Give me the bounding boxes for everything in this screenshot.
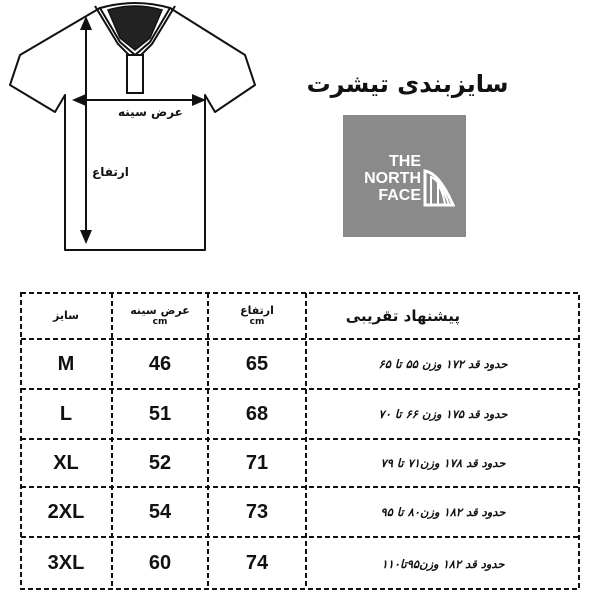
suggestion-cell: حدود قد ۱۸۲ وزن۸۰ تا ۹۵ <box>380 505 506 519</box>
page-title: سایزبندی تیشرت <box>306 70 509 98</box>
size-cell: L <box>59 402 73 425</box>
header-chest: عرض سینه cm <box>130 304 190 327</box>
chest-cell: 60 <box>148 552 172 574</box>
chest-cell: 54 <box>148 500 172 523</box>
chest-cell: 46 <box>148 352 172 375</box>
table-row <box>20 537 112 590</box>
height-label: ارتفاع <box>92 165 129 179</box>
size-cell: 2XL <box>47 500 85 523</box>
logo-text-line1: THE <box>389 153 421 170</box>
size-cell: 3XL <box>47 552 85 574</box>
chest-label: عرض سینه <box>118 105 183 119</box>
size-table <box>20 292 580 590</box>
table-row <box>20 439 112 487</box>
size-cell: M <box>57 352 75 375</box>
size-cell: XL <box>53 451 79 474</box>
height-cell: 74 <box>245 552 269 574</box>
logo-text-line2: NORTH <box>364 170 421 187</box>
table-row <box>20 487 112 537</box>
header-size: سایز <box>53 309 79 322</box>
header-height: ارتفاع cm <box>240 304 274 327</box>
height-cell: 73 <box>245 500 269 523</box>
logo-text-line3: FACE <box>378 187 421 204</box>
height-cell: 68 <box>245 402 269 425</box>
shirt-diagram <box>0 0 270 260</box>
height-cell: 65 <box>245 352 269 375</box>
table-row <box>20 389 112 439</box>
suggestion-cell: حدود قد ۱۷۵ وزن ۶۶ تا ۷۰ <box>378 407 508 421</box>
brand-logo <box>343 115 466 237</box>
suggestion-cell: حدود قد ۱۷۸ وزن۷۱ تا ۷۹ <box>380 456 506 470</box>
chest-cell: 51 <box>148 402 172 425</box>
suggestion-cell: حدود قد ۱۸۲ وزن۹۵تا۱۱۰ <box>381 556 505 571</box>
table-row <box>20 339 112 389</box>
header-suggestion: پیشنهاد تقریبی <box>345 306 460 325</box>
height-cell: 71 <box>245 451 269 474</box>
chest-cell: 52 <box>148 451 172 474</box>
shirt-outline-icon <box>0 0 270 260</box>
suggestion-cell: حدود قد ۱۷۲ وزن ۵۵ تا ۶۵ <box>378 357 508 371</box>
